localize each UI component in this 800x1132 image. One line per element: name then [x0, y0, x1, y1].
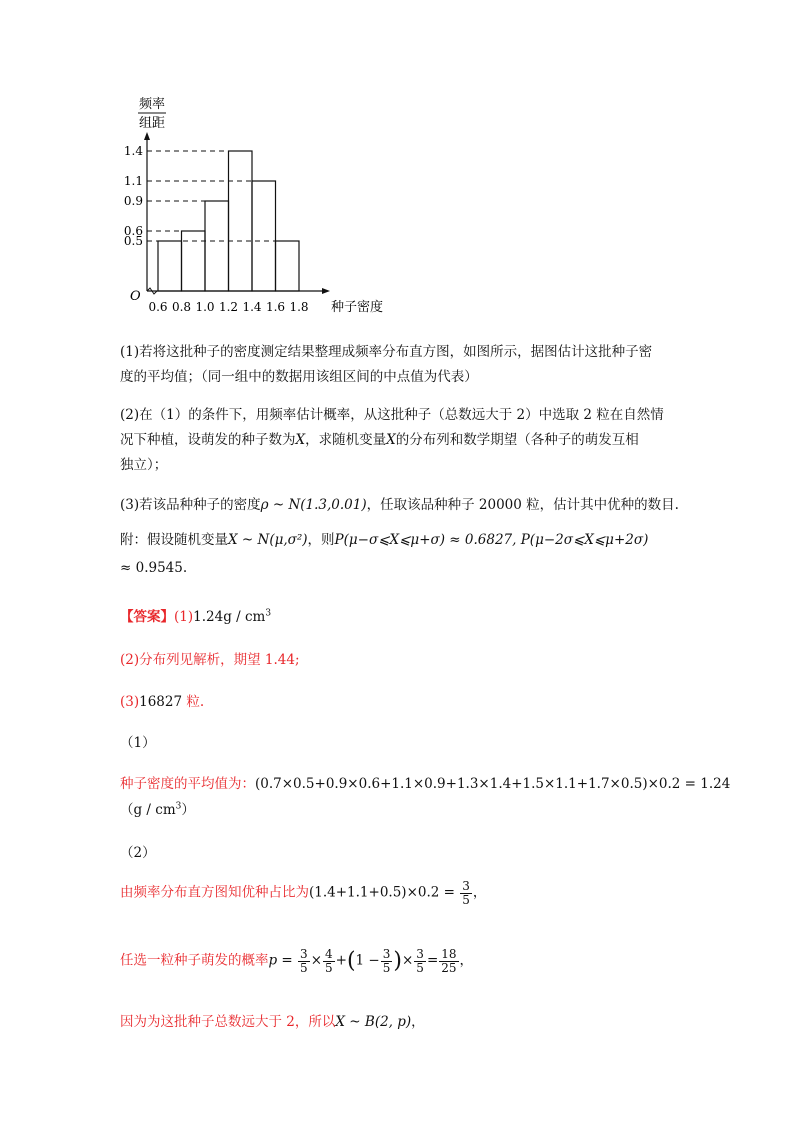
x-tick-label: 1.6	[265, 300, 286, 314]
fraction: $\frac{3}{5}$	[300, 947, 308, 975]
answer-3-suffix: 粒.	[182, 694, 205, 710]
y-axis-label-top: 频率	[138, 97, 166, 112]
answer-1-unit: g / $cm^3$	[223, 608, 272, 625]
solution-1-heading: （1）	[120, 735, 156, 751]
x-tick-label: 1.2	[218, 300, 239, 314]
y-axis-label-bottom: 组距	[138, 116, 166, 131]
histogram-bar	[252, 181, 276, 291]
answer-tag: 【答案】	[120, 609, 174, 625]
question-1-line-2: 度的平均值；（同一组中的数据用该组区间的中点值为代表）	[120, 369, 478, 385]
y-tick-label: 0.9	[123, 194, 143, 208]
q3-probability-formula: P(μ−σ⩽X⩽μ+σ) ≈ 0.6827, P(μ−2σ⩽X⩽μ+2σ)	[334, 532, 649, 548]
q2-text-c: 的分布列和数学期望（各种子的萌发互相	[395, 432, 639, 448]
question-2-line-1: (2)在（1）的条件下，用频率估计概率，从这批种子（总数远大于 2）中选取 2 粒在自然情	[120, 407, 664, 423]
solution-2-heading: （2）	[120, 845, 156, 861]
fraction: $\frac{18}{25}$	[441, 947, 457, 975]
x-tick-labels	[148, 300, 308, 314]
x-tick-label: 1.4	[242, 300, 262, 314]
q3-density-formula: ρ ~ N(1.3,0.01)	[260, 497, 367, 513]
fraction: $\frac{3}{5}$	[382, 947, 391, 975]
solution-1-text: 种子密度的平均值为：	[120, 776, 255, 792]
histogram-bar	[158, 241, 182, 291]
x-tick-label: 1.0	[195, 300, 215, 314]
solution-2-formula-1: (1.4+1.1+0.5)×0.2 =	[309, 884, 455, 901]
histogram-bars	[158, 151, 299, 291]
solution-2-line-1: 由频率分布直方图知优种占比为(1.4+1.1+0.5)×0.2 = $\frac{3}{5}$ ，	[120, 879, 487, 907]
y-axis-arrow	[144, 132, 150, 140]
answer-line-2: (2)分布列见解析，期望 1.44;	[120, 652, 300, 668]
q3-end: .	[182, 560, 188, 576]
answer-line-1	[120, 605, 271, 625]
question-3-line-2	[120, 528, 648, 548]
histogram-bar	[229, 151, 253, 291]
q3-text-a: (3)若该品种种子的密度	[120, 497, 261, 513]
fraction: $\frac{4}{5}$	[325, 947, 333, 975]
solution-1-line	[120, 772, 730, 792]
var-x: X	[295, 432, 306, 448]
q2-text-a: 况下种植，设萌发的种子数为	[120, 432, 296, 448]
question-1-line-1: (1)若将这批种子的密度测定结果整理成频率分布直方图，如图所示，据图估计这批种子密	[120, 344, 653, 360]
histogram-bar	[276, 241, 300, 291]
q3-text-b: ，任取该品种种子 20000 粒，估计其中优种的数目.	[366, 497, 679, 513]
fraction: $\frac{3}{5}$	[416, 947, 424, 975]
y-tick-label: 1.1	[123, 174, 143, 188]
question-2-line-3: 独立）；	[120, 457, 168, 473]
solution-2-text-2: 任选一粒种子萌发的概率	[120, 952, 269, 969]
answer-1-value: 1.24	[193, 609, 224, 625]
answer-1-prefix: (1)	[174, 609, 194, 625]
x-tick-label: 1.8	[289, 300, 309, 314]
solution-2-line-2: 任选一粒种子萌发的概率p = $\frac{3}{5}$ × $\frac{4}{5}$ +(1 − $\frac{3}{5}$ )× $\frac{3}{5}$ = $\frac{18}{25}$ ，	[120, 947, 474, 975]
y-tick-label: 1.4	[123, 144, 143, 158]
fraction: $\frac{3}{5}$	[462, 879, 470, 907]
binomial-formula: X ~ B(2, p)	[335, 1014, 412, 1030]
q3-hint-b: ，则	[307, 532, 335, 548]
solution-2-text-1: 由频率分布直方图知优种占比为	[120, 884, 309, 901]
solution-2-line-3: 因为为这批种子总数远大于 2，所以X ~ B(2, p)，	[120, 1014, 425, 1030]
y-tick-label: 0.5	[123, 234, 143, 248]
y-tick-labels	[124, 144, 143, 248]
solution-2-text-3: 因为为这批种子总数远大于 2，所以	[120, 1014, 336, 1030]
x-tick-label: 0.8	[171, 300, 192, 314]
x-axis-arrow	[322, 288, 330, 294]
frequency-histogram	[100, 88, 400, 320]
var-x: X	[386, 432, 396, 448]
q3-probability-value: ≈ 0.9545	[120, 560, 183, 576]
question-2-line-2	[120, 428, 639, 448]
answer-line-3	[120, 690, 204, 710]
x-axis-label: 种子密度	[331, 300, 384, 315]
solution-1-unit: $(g / cm^3)$	[120, 801, 195, 818]
histogram-bar	[182, 231, 206, 291]
answer-3-value: 16827	[139, 694, 183, 710]
histogram-bar	[205, 201, 229, 291]
question-3-line-3	[120, 560, 187, 576]
q3-hint-a: 附：假设随机变量	[120, 532, 228, 548]
solution-1-formula: (0.7×0.5+0.9×0.6+1.1×0.9+1.3×1.4+1.5×1.1+1.7×0.5)×0.2 = 1.24	[255, 776, 731, 792]
y-tick-label: 0.6	[123, 224, 143, 238]
x-tick-label: 0.6	[148, 300, 168, 314]
answer-3-prefix: (3)	[120, 694, 140, 710]
q3-normal-formula: X ~ N(μ,σ²)	[228, 532, 308, 548]
y-tick-dashed-guides	[147, 151, 276, 241]
q2-text-b: ，求随机变量	[305, 432, 387, 448]
origin-label: O	[130, 289, 141, 304]
question-3-line-1	[120, 493, 679, 513]
